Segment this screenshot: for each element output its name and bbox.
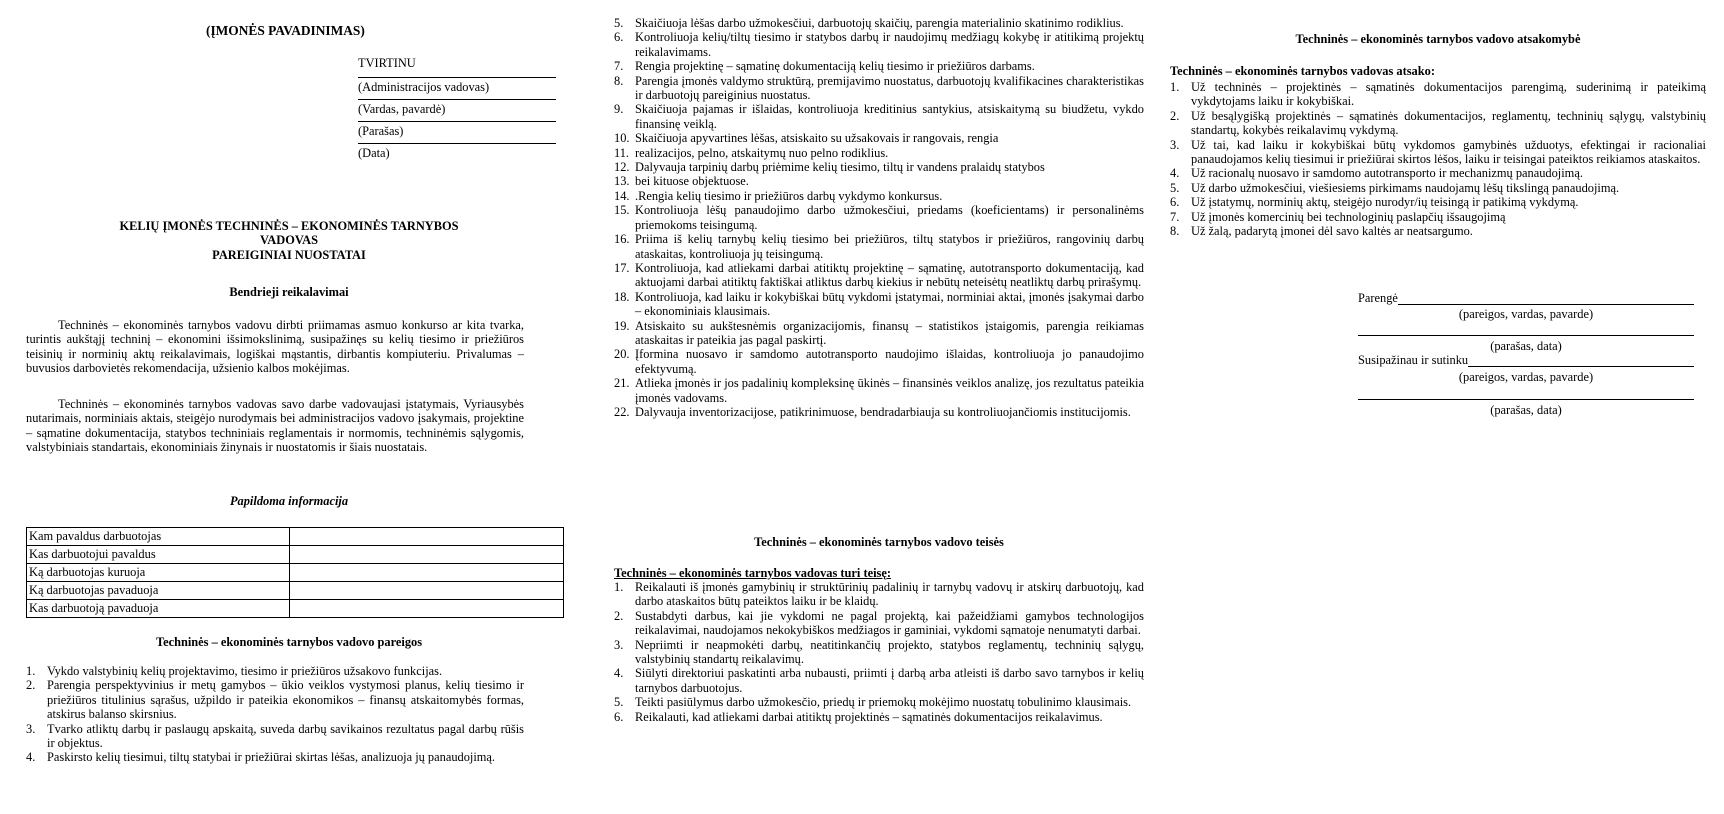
list-item [614,405,1144,419]
prepared-by-row [1358,291,1694,305]
list-item [614,580,1144,609]
list-item-text: Skaičiuoja lėšas darbo užmokesčiui, darbuotojų skaičių, parengia materialinio skatinimo rodiklius. [635,16,1124,30]
responsibility-heading: Techninės – ekonominės tarnybos vadovo atsakomybė [1295,32,1581,46]
list-item-text: Teikti pasiūlymus darbo užmokesčio, priedų ir priemokų mokėjimo nuostatų tobulinimo klausimais. [635,695,1132,710]
rights-subheading: Techninės – ekonominės tarnybos vadovas turi teisę: [614,566,891,580]
signature-line [1358,387,1694,400]
list-item-text: Atsiskaito su aukštesnėmis organizacijomis, finansų – statistikos įstaigomis, parengia reikiamas ataskaitas ir pateikia jas pagal paskirtį. [635,318,1144,347]
list-item-text: Už žalą, padarytą įmonei dėl savo kaltės ar neatsargumo. [1191,224,1473,239]
list-item [614,16,1144,30]
rights-heading: Techninės – ekonominės tarnybos vadovo teisės [754,535,1004,549]
list-item-text: Už tai, kad laiku ir kokybiškai būtų vykdomos gamybinės užduotys, efektingai ir racionaliai panaudojamos kelių tiesimui ir priežiūrai skirtos lėšos, laiku ir teisingai pateiktos reikiamos ataskaitos. [1191,137,1706,167]
list-item [614,319,1144,348]
list-item-text: Rengia projektinę – sąmatinę dokumentaciją kelių tiesimo ir priežiūros darbams. [635,59,1035,74]
table-cell: Kam pavaldus darbuotojas [27,528,290,546]
list-item-text: Skaičiuoja apyvartines lėšas, atsiskaito su užsakovais ir rangovais, rengia [635,131,999,146]
list-item-number: 1. [1170,80,1180,94]
list-item-text: Parengia įmonės valdymo struktūrą, premijavimo nuostatus, darbuotojų kvalifikacines charakteristikas ir darbuotojų pareiginius nuostatus. [635,73,1144,103]
list-item-number: 7. [614,59,624,74]
list-item [614,710,1144,724]
signature-line [1358,323,1694,336]
list-item [614,203,1144,232]
list-item [1170,138,1706,167]
list-item-number: 6. [614,30,624,45]
table-cell-value [290,582,564,600]
table-cell-value [290,528,564,546]
list-item-text: Už įstatymų, norminių aktų, steigėjo nurodyr/ių teisingą ir patikimą vykdymą. [1191,195,1579,210]
list-item [1170,181,1706,195]
table-row [27,582,564,600]
list-item-text: Kontroliuoja kelių/tiltų tiesimo ir statybos darbų ir naudojimų medžiagų kokybę ir atitikimą projektų reikalavimams. [635,30,1144,59]
approve-line [358,74,556,78]
list-item-number: 17. [614,260,630,275]
additional-info-table [26,527,564,618]
list-item-text: Įforminа nuosavo ir samdomo autotransporto naudojimo išlaidas, kontroliuoja jo panaudojimo efektyvumą. [635,347,1144,376]
list-item [614,174,1144,188]
document-title [26,219,552,262]
list-item [614,290,1144,319]
list-item-number: 8. [614,73,624,88]
list-item-number: 1. [614,580,624,594]
list-item-text: Sustabdyti darbus, kai jie vykdomi ne pagal projektą, kai pažeidžiami gamybos technologijos reikalavimai, naudojamos nekokybiškos medžiagos ir gaminiai, vykdomi sąmatoje nenumatyti darbai. [635,608,1144,638]
list-item-number: 20. [614,347,630,362]
list-item-number: 4. [26,750,36,765]
list-item-number: 11. [614,145,630,160]
list-item [614,347,1144,376]
caption-position-name: (pareigos, vardas, pavarde) [1458,307,1594,321]
responsibility-subheading: Techninės – ekonominės tarnybos vadovas atsako: [1170,64,1435,78]
list-item [26,722,524,751]
list-item-number: 2. [1170,108,1180,123]
list-item [26,664,524,678]
approve-line [358,140,556,144]
list-item [614,638,1144,667]
list-item-number: 18. [614,289,630,304]
list-item-text: Parengia perspektyvinius ir metų gamybos – ūkio veiklos vystymosi planus, kelių tiesimo ir priežiūros titulinius sąrašus, užpildo ir pateikia ekonomikos – finansų atskaitomybės formas, atskirus balanso skirsnius. [47,678,524,722]
list-item-text: Paskirsto kelių tiesimui, tiltų statybai ir priežiūrai skirtas lėšas, analizuoja jų panaudojimą. [47,750,496,765]
list-item-number: 7. [1170,209,1180,224]
list-item [1170,224,1706,238]
list-item [614,131,1144,145]
list-item-text: Už racionalų nuosavo ir samdomo autotransporto ir mechanizmų panaudojimą. [1191,166,1583,181]
caption-signature-date: (parašas, data) [1490,339,1562,353]
list-item-text: Už techninės – projektinės – sąmatinės dokumentacijos parengimą, suderinimą ir pateikimą vykdytojams laiku ir kokybiškai. [1191,80,1706,109]
list-item-number: 21. [614,376,630,391]
list-item-text: Dalyvauja inventorizacijose, patikrinimuose, bendradarbiauja su kontroliuojančiomis institucijomis. [635,404,1131,419]
list-item-text: Už įmonės komercinių bei technologinių paslapčių išsaugojimą [1191,209,1506,224]
table-row [27,600,564,618]
list-item-number: 16. [614,232,630,247]
duties-heading: Techninės – ekonominės tarnybos vadovo pareigos [155,635,423,649]
list-item [614,261,1144,290]
table-cell: Ką darbuotojas kuruoja [27,564,290,582]
list-item-text: Dalyvauja tarpinių darbų priėmime kelių tiesimo, tiltų ir vandens pralaidų statybos [635,160,1045,175]
additional-heading: Papildoma informacija [229,494,349,508]
list-item-number: 6. [614,709,624,724]
document-title-line: KELIŲ ĮMONĖS TECHNINĖS – EKONOMINĖS TARNYBOS [119,219,459,233]
table-cell-value [290,546,564,564]
list-item-number: 3. [614,637,624,652]
list-item [1170,166,1706,180]
list-item-number: 5. [614,16,624,30]
list-item [26,678,524,721]
general-paragraph-1: Techninės – ekonominės tarnybos vadovu dirbti priimamas asmuo konkurso ar kita tvarka, turintis aukštąjį techninį – ekonomini išsimokslinimą, susipažinęs su kelių tiesimo ir priežiūros teisinių ir norminių aktų reikalavimais, logiškai mąstantis, dirbantis kompiuteriu. Privalumas – buvusios darbovietės rekomendacija, užsienio kalbos mokėjimas. [26,318,524,376]
list-item-number: 22. [614,404,630,419]
list-item [614,666,1144,695]
list-item-number: 14. [614,188,630,203]
table-row [27,546,564,564]
prepared-by-line [1398,291,1694,305]
list-item-text: Kontroliuoja lėšų panaudojimo darbo užmokesčiui, priedams (koeficientams) ir personalinėms priemokoms teisingumą. [635,203,1144,232]
list-item-number: 6. [1170,195,1180,210]
approve-line [358,96,556,100]
list-item-text: Už besąlygišką projektinės – sąmatinės dokumentacijos, reglamentų, techninių sąlygų, valstybinių standartų, kokybės reikalavimų vykdymą. [1191,108,1706,138]
approve-field-name: (Vardas, pavardė) [358,102,446,116]
table-cell-value [290,600,564,618]
approve-field-admin: (Administracijos vadovas) [358,80,490,94]
list-item-text: Vykdo valstybinių kelių projektavimo, tiesimo ir priežiūros užsakovo funkcijas. [47,664,443,678]
list-item-text: Tvarko atliktų darbų ir paslaugų apskaitą, suveda darbų savikainos rezultatus pagal darbų rūšis ir objektus. [47,721,524,751]
rights-list [614,580,1144,724]
list-item-text: Reikalauti iš įmonės gamybinių ir struktūrinių padalinių ir tarnybų vadovų ir atskirų darbuotojų, kad darbo ataskaitos būtų pateiktos laiku ir be klaidų. [635,580,1144,609]
list-item-number: 4. [614,666,624,681]
approve-line [358,118,556,122]
list-item [1170,195,1706,209]
list-item-text: realizacijos, pelno, atskaitymų nuo pelno rodiklius. [635,145,889,160]
list-item [26,750,524,764]
list-item [614,189,1144,203]
company-placeholder: (ĮMONĖS PAVADINIMAS) [206,23,365,38]
list-item-number: 5. [614,695,624,710]
list-item-text: bei kituose objektuose. [635,174,749,189]
list-item-number: 9. [614,102,624,117]
list-item-number: 8. [1170,224,1180,239]
list-item-text: Skaičiuoja pajamas ir išlaidas, kontroliuoja kreditinius santykius, atsiskaitymą su biudžetu, vykdo finansinę veiklą. [635,102,1144,131]
list-item-number: 3. [26,721,36,736]
list-item-text: Atlieka įmonės ir jos padalinių kompleksinę ūkinės – finansinės veiklos analizę, jos rezultatus pateikia įmonės vadovams. [635,376,1144,405]
table-cell: Kas darbuotojui pavaldus [27,546,290,564]
list-item-text: Siūlyti direktoriui paskatinti arba nubausti, priimti į darbą arba atleisti iš darbo savo tarnybos ir kelių tarnybos darbuotojus. [635,666,1144,695]
list-item-number: 12. [614,160,630,175]
list-item-number: 1. [26,664,36,678]
list-item [614,232,1144,261]
approve-label: TVIRTINU [358,56,416,70]
duties-list [26,664,524,765]
list-item-text: .Rengia kelių tiesimo ir priežiūros darbų vykdymo konkursus. [635,188,943,203]
approval-block [358,56,556,160]
list-item-text: Kontroliuoja, kad atliekami darbai atitiktų projektinę – sąmatinę, autotransporto dokumentaciją, kad aktuojami darbai atitiktų faktiškai atliktus darbų kiekius ir nebūtų neteisėtų neatliktų darbų prirašymų. [635,260,1144,290]
list-item [614,74,1144,103]
caption-signature-date: (parašas, data) [1490,403,1562,417]
list-item-number: 4. [1170,166,1180,181]
list-item-text: Nepriimti ir neapmokėti darbų, neatitinkančių projekto, statybos reglamentų, techninių sąlygų, valstybinių standartų reikalavimų. [635,637,1144,667]
table-cell: Kas darbuotoją pavaduoja [27,600,290,618]
caption-position-name: (pareigos, vardas, pavarde) [1458,370,1594,384]
list-item-number: 10. [614,131,630,146]
acknowledged-line [1468,353,1694,367]
approve-field-signature: (Parašas) [358,124,404,138]
table-cell-value [290,564,564,582]
document-title-line: VADOVAS [259,233,319,248]
table-cell: Ką darbuotojas pavaduoja [27,582,290,600]
list-item-text: Kontroliuoja, kad laiku ir kokybiškai būtų vykdomi įstatymai, norminiai aktai, įmonės įsakymai darbo – ekonominiais klausimais. [635,289,1144,319]
list-item [1170,210,1706,224]
list-item [614,376,1144,405]
acknowledged-label: Susipažinau ir sutinku [1358,353,1469,367]
responsibility-list [1170,80,1706,238]
document-title-line: PAREIGINIAI NUOSTATAI [212,247,366,262]
prepared-by-label: Parengė [1358,291,1398,305]
general-paragraph-2: Techninės – ekonominės tarnybos vadovas savo darbe vadovaujasi įstatymais, Vyriausybės nutarimais, norminiais aktais, steigėjo nurodymais bei administracijos vadovo įsakymais, projektine – sąmatine dokumentacija, statybos techniniais reglamentais ir normomis, techninėmis sąlygomis, valstybiniais standartais, ekonominiais žinynais ir nuostatomis ir šiais nuostatais. [26,397,524,455]
list-item [1170,80,1706,109]
table-row [27,528,564,546]
list-item-number: 2. [614,608,624,623]
general-heading: Bendrieji reikalavimai [229,285,349,299]
list-item-number: 3. [1170,137,1180,152]
list-item-number: 13. [614,174,630,189]
list-item [614,146,1144,160]
list-item [614,30,1144,59]
list-item-text: Reikalauti, kad atliekami darbai atitiktų projektinės – sąmatinės dokumentacijos reikalavimus. [635,709,1103,724]
approve-field-date: (Data) [358,146,390,160]
list-item [614,609,1144,638]
list-item [1170,109,1706,138]
table-row [27,564,564,582]
list-item [614,695,1144,709]
list-item [614,102,1144,131]
list-item [614,59,1144,73]
list-item-number: 15. [614,203,630,218]
list-item-text: Priima iš kelių tarnybų kelių tiesimo bei priežiūros, tiltų statybos ir priežiūros, rangovinių darbų ataskaitas, kontroliuoja jų teisingumą. [635,232,1144,261]
duties-list-continued [614,16,1144,419]
list-item-number: 2. [26,678,36,693]
list-item-number: 5. [1170,180,1180,195]
acknowledged-row [1358,353,1694,367]
list-item [614,160,1144,174]
list-item-text: Už darbo užmokesčiui, viešiesiems pirkimams naudojamų lėšų tikslingą panaudojimą. [1191,180,1620,195]
list-item-number: 19. [614,318,630,333]
